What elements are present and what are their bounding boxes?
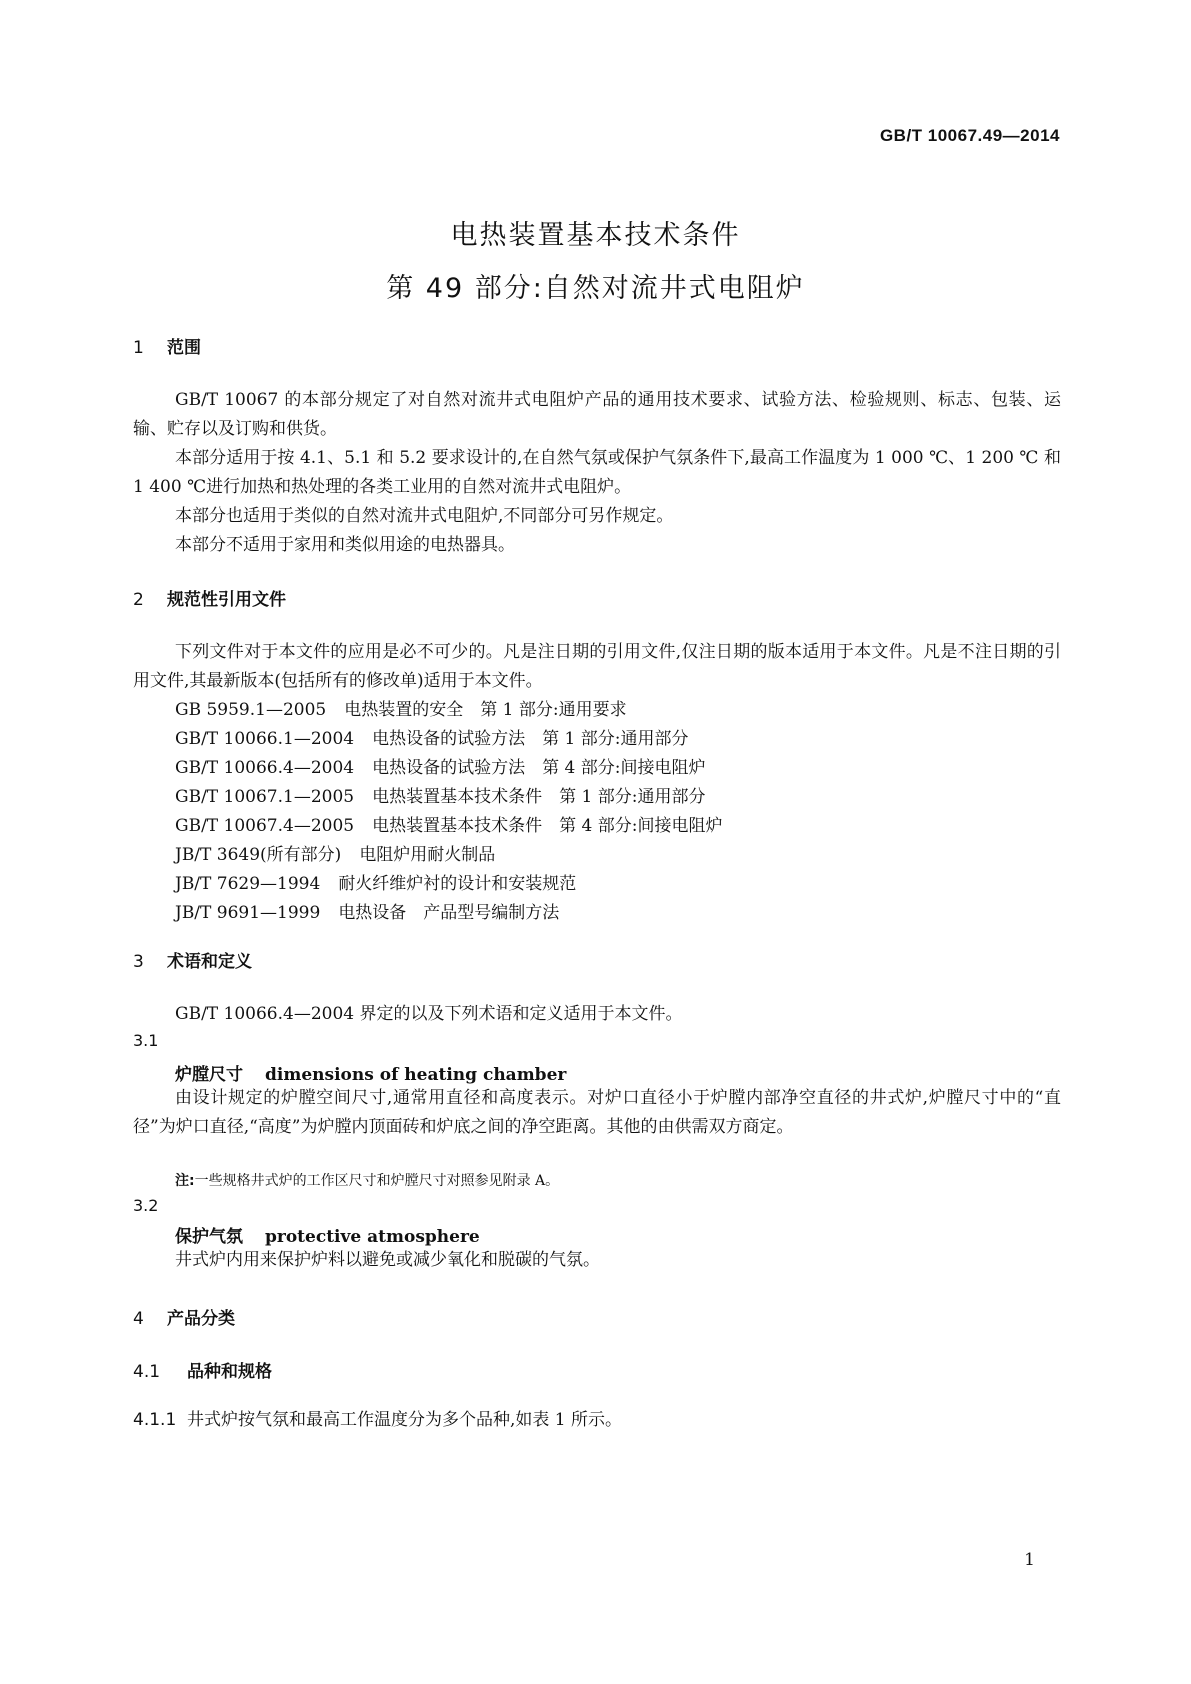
reference-title: 电热装置基本技术条件 第 4 部分:间接电阻炉 bbox=[372, 816, 723, 836]
reference-item bbox=[175, 899, 722, 928]
reference-code: JB/T 7629—1994 bbox=[175, 874, 321, 894]
reference-code: GB 5959.1—2005 bbox=[175, 700, 327, 720]
reference-item bbox=[175, 841, 722, 870]
reference-title: 电热设备的试验方法 第 4 部分:间接电阻炉 bbox=[372, 758, 706, 778]
reference-item bbox=[175, 812, 722, 841]
paragraph: 本部分不适用于家用和类似用途的电热器具。 bbox=[175, 535, 515, 555]
paragraph: 本部分也适用于类似的自然对流井式电阻炉,不同部分可另作规定。 bbox=[175, 506, 674, 526]
section-number: 4 bbox=[133, 1309, 144, 1329]
reference-item bbox=[175, 754, 722, 783]
subsection-heading-4-1 bbox=[133, 1357, 272, 1382]
section-heading-4 bbox=[133, 1304, 235, 1329]
page-number: 1 bbox=[1024, 1550, 1035, 1570]
reference-code: GB/T 10066.4—2004 bbox=[175, 758, 355, 778]
reference-title: 电热设备的试验方法 第 1 部分:通用部分 bbox=[372, 729, 689, 749]
paragraph: 由设计规定的炉膛空间尺寸,通常用直径和高度表示。对炉口直径小于炉膛内部净空直径的井式炉,炉膛尺寸中的“直径”为炉口直径,“高度”为炉膛内顶面砖和炉底之间的净空距离。其他的由供需双方商定。 bbox=[133, 1088, 1061, 1137]
section-2-body bbox=[133, 638, 1061, 696]
section-title: 产品分类 bbox=[167, 1309, 235, 1329]
subsection-number: 4.1 bbox=[133, 1362, 161, 1382]
reference-code: JB/T 3649(所有部分) bbox=[175, 845, 342, 865]
term-entry bbox=[175, 1222, 480, 1247]
paragraph: 本部分适用于按 4.1、5.1 和 5.2 要求设计的,在自然气氛或保护气氛条件下,最高工作温度为 1 000 ℃、1 200 ℃ 和 1 400 ℃进行加热和热处理的各类工业用的自然对流井式电阻炉。 bbox=[133, 448, 1061, 497]
term-definition bbox=[133, 1084, 1061, 1142]
clause-4-1-1 bbox=[133, 1405, 622, 1430]
reference-item bbox=[175, 783, 722, 812]
note-text: 一些规格井式炉的工作区尺寸和炉膛尺寸对照参见附录 A。 bbox=[194, 1173, 560, 1189]
reference-title: 电热装置基本技术条件 第 1 部分:通用部分 bbox=[372, 787, 706, 807]
section-1-body bbox=[133, 386, 1061, 560]
term-en: protective atmosphere bbox=[265, 1227, 480, 1247]
term-definition bbox=[133, 1246, 1061, 1275]
section-title: 术语和定义 bbox=[167, 952, 252, 972]
reference-code: GB/T 10066.1—2004 bbox=[175, 729, 355, 749]
clause-number: 4.1.1 bbox=[133, 1410, 177, 1430]
paragraph: GB/T 10066.4—2004 界定的以及下列术语和定义适用于本文件。 bbox=[175, 1004, 683, 1024]
section-title: 范围 bbox=[167, 338, 201, 358]
term-number: 3.2 bbox=[133, 1196, 159, 1215]
reference-title: 电阻炉用耐火制品 bbox=[359, 845, 496, 865]
note-label: 注: bbox=[175, 1173, 195, 1189]
reference-code: GB/T 10067.1—2005 bbox=[175, 787, 355, 807]
reference-code: GB/T 10067.4—2005 bbox=[175, 816, 355, 836]
note bbox=[175, 1170, 559, 1190]
clause-text: 井式炉按气氛和最高工作温度分为多个品种,如表 1 所示。 bbox=[187, 1410, 623, 1430]
reference-item bbox=[175, 870, 722, 899]
subsection-title: 品种和规格 bbox=[187, 1362, 272, 1382]
section-3-intro bbox=[133, 1000, 1061, 1029]
standard-code: GB/T 10067.49—2014 bbox=[879, 126, 1060, 145]
section-heading-1 bbox=[133, 333, 201, 358]
section-title: 规范性引用文件 bbox=[167, 590, 286, 610]
term-number: 3.1 bbox=[133, 1031, 159, 1050]
term-zh: 保护气氛 bbox=[175, 1227, 243, 1247]
paragraph: 下列文件对于本文件的应用是必不可少的。凡是注日期的引用文件,仅注日期的版本适用于本文件。凡是不注日期的引用文件,其最新版本(包括所有的修改单)适用于本文件。 bbox=[133, 642, 1061, 691]
section-heading-3 bbox=[133, 947, 252, 972]
reference-code: JB/T 9691—1999 bbox=[175, 903, 321, 923]
reference-title: 电热装置的安全 第 1 部分:通用要求 bbox=[344, 700, 627, 720]
section-number: 1 bbox=[133, 338, 144, 358]
term-en: dimensions of heating chamber bbox=[265, 1065, 567, 1085]
reference-title: 电热设备 产品型号编制方法 bbox=[338, 903, 560, 923]
normative-references-list bbox=[175, 696, 722, 928]
reference-item bbox=[175, 696, 722, 725]
reference-item bbox=[175, 725, 722, 754]
paragraph: GB/T 10067 的本部分规定了对自然对流井式电阻炉产品的通用技术要求、试验方法、检验规则、标志、包装、运输、贮存以及订购和供货。 bbox=[133, 390, 1061, 439]
section-heading-2 bbox=[133, 585, 286, 610]
document-subtitle: 第 49 部分:自然对流井式电阻炉 bbox=[386, 273, 805, 304]
section-number: 2 bbox=[133, 590, 144, 610]
term-zh: 炉膛尺寸 bbox=[175, 1065, 243, 1085]
term-entry bbox=[175, 1060, 566, 1085]
section-number: 3 bbox=[133, 952, 144, 972]
paragraph: 井式炉内用来保护炉料以避免或减少氧化和脱碳的气氛。 bbox=[175, 1250, 600, 1270]
document-title: 电热装置基本技术条件 bbox=[450, 220, 741, 251]
reference-title: 耐火纤维炉衬的设计和安装规范 bbox=[338, 874, 577, 894]
